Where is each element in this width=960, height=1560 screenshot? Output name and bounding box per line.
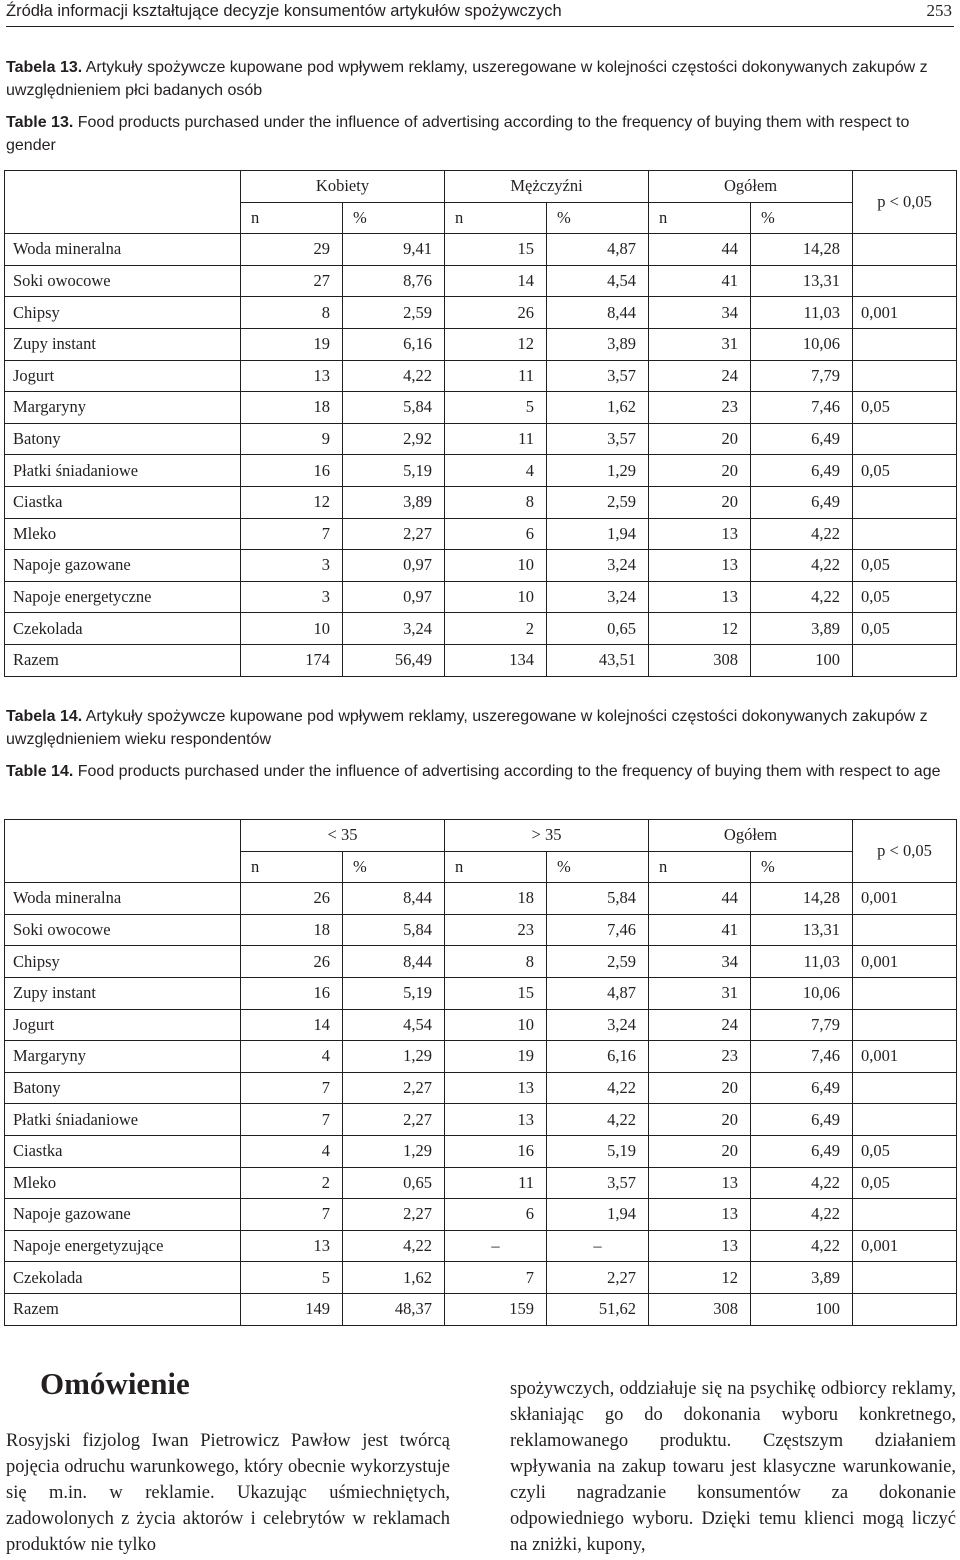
value-cell: 12 bbox=[445, 328, 547, 360]
value-cell: 13 bbox=[241, 360, 343, 392]
value-cell: 7,46 bbox=[547, 914, 649, 946]
value-cell: 174 bbox=[241, 644, 343, 676]
row-label-cell: Płatki śniadaniowe bbox=[5, 455, 241, 487]
table-row bbox=[5, 518, 957, 550]
table-row bbox=[5, 1262, 957, 1294]
value-cell: 3,57 bbox=[547, 1167, 649, 1199]
value-cell: 4 bbox=[241, 1041, 343, 1073]
p-value-cell bbox=[853, 1072, 957, 1104]
table14-label-pl: Tabela 14. bbox=[6, 708, 83, 725]
value-cell: 20 bbox=[649, 486, 751, 518]
value-cell: 8 bbox=[445, 486, 547, 518]
row-label-cell: Razem bbox=[5, 1293, 241, 1325]
value-cell: – bbox=[547, 1230, 649, 1262]
value-cell: 11,03 bbox=[751, 946, 853, 978]
column-subheader: n bbox=[445, 202, 547, 234]
row-label-cell: Ciastka bbox=[5, 1135, 241, 1167]
value-cell: 13 bbox=[445, 1104, 547, 1136]
value-cell: 2,59 bbox=[547, 486, 649, 518]
value-cell: 3,24 bbox=[547, 1009, 649, 1041]
value-cell: 2 bbox=[241, 1167, 343, 1199]
table-row bbox=[5, 1230, 957, 1262]
table-row bbox=[5, 1135, 957, 1167]
row-label-cell: Jogurt bbox=[5, 1009, 241, 1041]
value-cell: 16 bbox=[445, 1135, 547, 1167]
value-cell: 4,22 bbox=[343, 360, 445, 392]
value-cell: 56,49 bbox=[343, 644, 445, 676]
value-cell: 4,22 bbox=[751, 1199, 853, 1231]
table14 bbox=[4, 819, 957, 1326]
value-cell: 149 bbox=[241, 1293, 343, 1325]
value-cell: 13 bbox=[649, 1167, 751, 1199]
table13 bbox=[4, 170, 957, 677]
value-cell: 8,44 bbox=[343, 883, 445, 915]
value-cell: 2 bbox=[445, 613, 547, 645]
value-cell: 5 bbox=[445, 392, 547, 424]
p-value-cell: 0,001 bbox=[853, 1230, 957, 1262]
row-label-cell: Napoje energetyczne bbox=[5, 581, 241, 613]
p-value-cell: 0,001 bbox=[853, 297, 957, 329]
value-cell: 13,31 bbox=[751, 265, 853, 297]
value-cell: 10,06 bbox=[751, 328, 853, 360]
value-cell: 3,89 bbox=[751, 613, 853, 645]
running-title: Źródła informacji kształtujące decyzje konsumentów artykułów spożywczych bbox=[6, 2, 562, 20]
p-value-cell: 0,05 bbox=[853, 455, 957, 487]
row-label-cell: Soki owocowe bbox=[5, 265, 241, 297]
value-cell: 3,57 bbox=[547, 423, 649, 455]
table13-label-pl: Tabela 13. bbox=[6, 59, 83, 76]
value-cell: 2,92 bbox=[343, 423, 445, 455]
value-cell: 19 bbox=[241, 328, 343, 360]
value-cell: 10 bbox=[445, 581, 547, 613]
value-cell: 5,84 bbox=[343, 392, 445, 424]
row-label-cell: Chipsy bbox=[5, 297, 241, 329]
table13-caption-pl-text: Artykuły spożywcze kupowane pod wpływem reklamy, uszeregowane w kolejności częstości dokonywanych zakupów z uwzględnieniem płci badanych osób bbox=[6, 59, 928, 99]
value-cell: 34 bbox=[649, 297, 751, 329]
row-label-cell: Napoje gazowane bbox=[5, 1199, 241, 1231]
row-label-cell: Zupy instant bbox=[5, 328, 241, 360]
value-cell: 4,22 bbox=[751, 550, 853, 582]
value-cell: 12 bbox=[649, 1262, 751, 1294]
value-cell: 4,87 bbox=[547, 234, 649, 266]
row-label-cell: Czekolada bbox=[5, 1262, 241, 1294]
column-subheader: n bbox=[241, 202, 343, 234]
p-value-cell: 0,001 bbox=[853, 1041, 957, 1073]
table14-caption-pl bbox=[6, 706, 954, 751]
row-label-cell: Czekolada bbox=[5, 613, 241, 645]
value-cell: 23 bbox=[649, 392, 751, 424]
value-cell: 4,87 bbox=[547, 977, 649, 1009]
value-cell: 159 bbox=[445, 1293, 547, 1325]
table-row bbox=[5, 1009, 957, 1041]
p-value-cell: 0,05 bbox=[853, 392, 957, 424]
table-row bbox=[5, 1041, 957, 1073]
p-value-cell bbox=[853, 234, 957, 266]
value-cell: 4,22 bbox=[751, 1167, 853, 1199]
value-cell: 20 bbox=[649, 1135, 751, 1167]
value-cell: 2,27 bbox=[343, 518, 445, 550]
value-cell: 4,54 bbox=[343, 1009, 445, 1041]
row-label-cell: Ciastka bbox=[5, 486, 241, 518]
table14-label-en: Table 14. bbox=[6, 763, 74, 780]
table13-label-en: Table 13. bbox=[6, 114, 74, 131]
value-cell: 14 bbox=[241, 1009, 343, 1041]
column-group-header: Ogółem bbox=[649, 820, 853, 852]
p-value-cell bbox=[853, 328, 957, 360]
value-cell: 26 bbox=[241, 946, 343, 978]
value-cell: 7 bbox=[241, 1104, 343, 1136]
value-cell: 41 bbox=[649, 265, 751, 297]
value-cell: 26 bbox=[445, 297, 547, 329]
value-cell: 2,27 bbox=[547, 1262, 649, 1294]
value-cell: 3,24 bbox=[547, 550, 649, 582]
value-cell: 20 bbox=[649, 1104, 751, 1136]
value-cell: 14 bbox=[445, 265, 547, 297]
value-cell: 7,46 bbox=[751, 1041, 853, 1073]
value-cell: 6,49 bbox=[751, 486, 853, 518]
value-cell: 41 bbox=[649, 914, 751, 946]
column-subheader: % bbox=[343, 202, 445, 234]
value-cell: 13 bbox=[649, 1199, 751, 1231]
table14-caption-en bbox=[6, 761, 954, 784]
value-cell: 11 bbox=[445, 360, 547, 392]
table-row bbox=[5, 360, 957, 392]
value-cell: 7,79 bbox=[751, 1009, 853, 1041]
value-cell: – bbox=[445, 1230, 547, 1262]
value-cell: 2,27 bbox=[343, 1199, 445, 1231]
table13-caption-en-text: Food products purchased under the influence of advertising according to the frequency of buying them with respect to gender bbox=[6, 114, 910, 154]
value-cell: 48,37 bbox=[343, 1293, 445, 1325]
value-cell: 31 bbox=[649, 328, 751, 360]
row-label-cell: Chipsy bbox=[5, 946, 241, 978]
value-cell: 5,19 bbox=[343, 455, 445, 487]
value-cell: 27 bbox=[241, 265, 343, 297]
value-cell: 6,49 bbox=[751, 455, 853, 487]
value-cell: 100 bbox=[751, 644, 853, 676]
value-cell: 12 bbox=[241, 486, 343, 518]
table-row bbox=[5, 455, 957, 487]
value-cell: 24 bbox=[649, 1009, 751, 1041]
p-value-cell: 0,001 bbox=[853, 946, 957, 978]
value-cell: 3 bbox=[241, 581, 343, 613]
value-cell: 3,89 bbox=[547, 328, 649, 360]
value-cell: 5 bbox=[241, 1262, 343, 1294]
value-cell: 3 bbox=[241, 550, 343, 582]
value-cell: 2,27 bbox=[343, 1072, 445, 1104]
value-cell: 10,06 bbox=[751, 977, 853, 1009]
value-cell: 4,22 bbox=[751, 581, 853, 613]
p-value-cell bbox=[853, 644, 957, 676]
value-cell: 4,22 bbox=[547, 1072, 649, 1104]
value-cell: 308 bbox=[649, 644, 751, 676]
table13-caption-en bbox=[6, 112, 954, 157]
value-cell: 11,03 bbox=[751, 297, 853, 329]
p-value-cell bbox=[853, 265, 957, 297]
body-column-right: spożywczych, oddziałuje się na psychikę odbiorcy reklamy, skłaniając go do dokonania wyboru konkretnego, reklamowanego produktu. Częstszym działaniem wpływania na zakup towaru jest klasyczne warunkowanie, czyli nagradzanie konsumentów za dokonanie odpowiedniego wyboru. Dzięki temu klienci mogą liczyć na zniżki, kupony, bbox=[510, 1379, 956, 1555]
p-value-cell bbox=[853, 423, 957, 455]
value-cell: 2,59 bbox=[343, 297, 445, 329]
value-cell: 100 bbox=[751, 1293, 853, 1325]
value-cell: 13 bbox=[649, 581, 751, 613]
p-value-cell: 0,05 bbox=[853, 581, 957, 613]
value-cell: 0,65 bbox=[547, 613, 649, 645]
value-cell: 4,54 bbox=[547, 265, 649, 297]
column-group-header: p < 0,05 bbox=[853, 820, 957, 883]
value-cell: 10 bbox=[445, 550, 547, 582]
value-cell: 7,79 bbox=[751, 360, 853, 392]
row-label-cell: Płatki śniadaniowe bbox=[5, 1104, 241, 1136]
value-cell: 8 bbox=[241, 297, 343, 329]
table-row bbox=[5, 265, 957, 297]
value-cell: 29 bbox=[241, 234, 343, 266]
column-subheader: n bbox=[241, 851, 343, 883]
row-label-cell: Mleko bbox=[5, 518, 241, 550]
value-cell: 2,27 bbox=[343, 1104, 445, 1136]
column-subheader: % bbox=[343, 851, 445, 883]
value-cell: 6,49 bbox=[751, 1104, 853, 1136]
column-subheader: % bbox=[547, 851, 649, 883]
column-group-header: Ogółem bbox=[649, 171, 853, 203]
table-row bbox=[5, 1199, 957, 1231]
page-number: 253 bbox=[926, 1, 952, 20]
section-heading: Omówienie bbox=[40, 1366, 190, 1401]
value-cell: 3,57 bbox=[547, 360, 649, 392]
table-row bbox=[5, 883, 957, 915]
row-label-cell: Soki owocowe bbox=[5, 914, 241, 946]
p-value-cell: 0,05 bbox=[853, 550, 957, 582]
value-cell: 8,44 bbox=[343, 946, 445, 978]
row-label-cell: Jogurt bbox=[5, 360, 241, 392]
value-cell: 1,94 bbox=[547, 518, 649, 550]
value-cell: 8,76 bbox=[343, 265, 445, 297]
value-cell: 44 bbox=[649, 234, 751, 266]
value-cell: 23 bbox=[649, 1041, 751, 1073]
row-label-cell: Margaryny bbox=[5, 1041, 241, 1073]
value-cell: 7 bbox=[241, 1072, 343, 1104]
header-blank-cell bbox=[5, 820, 241, 883]
table-row bbox=[5, 977, 957, 1009]
row-label-cell: Batony bbox=[5, 423, 241, 455]
p-value-cell bbox=[853, 518, 957, 550]
p-value-cell bbox=[853, 1009, 957, 1041]
value-cell: 11 bbox=[445, 423, 547, 455]
value-cell: 12 bbox=[649, 613, 751, 645]
value-cell: 1,94 bbox=[547, 1199, 649, 1231]
value-cell: 2,59 bbox=[547, 946, 649, 978]
table-row bbox=[5, 486, 957, 518]
value-cell: 1,29 bbox=[343, 1135, 445, 1167]
value-cell: 19 bbox=[445, 1041, 547, 1073]
value-cell: 15 bbox=[445, 234, 547, 266]
value-cell: 9,41 bbox=[343, 234, 445, 266]
header-row bbox=[5, 171, 957, 203]
value-cell: 7 bbox=[241, 518, 343, 550]
value-cell: 44 bbox=[649, 883, 751, 915]
p-value-cell bbox=[853, 1199, 957, 1231]
value-cell: 4,22 bbox=[751, 518, 853, 550]
row-label-cell: Woda mineralna bbox=[5, 883, 241, 915]
value-cell: 5,19 bbox=[343, 977, 445, 1009]
row-label-cell: Napoje energetyzujące bbox=[5, 1230, 241, 1262]
table-row bbox=[5, 1293, 957, 1325]
value-cell: 6 bbox=[445, 518, 547, 550]
value-cell: 51,62 bbox=[547, 1293, 649, 1325]
value-cell: 18 bbox=[241, 392, 343, 424]
value-cell: 43,51 bbox=[547, 644, 649, 676]
value-cell: 10 bbox=[445, 1009, 547, 1041]
value-cell: 6,49 bbox=[751, 1135, 853, 1167]
value-cell: 13 bbox=[649, 1230, 751, 1262]
value-cell: 4 bbox=[445, 455, 547, 487]
value-cell: 5,19 bbox=[547, 1135, 649, 1167]
p-value-cell: 0,05 bbox=[853, 1167, 957, 1199]
value-cell: 4,22 bbox=[751, 1230, 853, 1262]
value-cell: 3,89 bbox=[751, 1262, 853, 1294]
table-row bbox=[5, 392, 957, 424]
p-value-cell bbox=[853, 360, 957, 392]
table-row bbox=[5, 644, 957, 676]
p-value-cell bbox=[853, 1262, 957, 1294]
value-cell: 24 bbox=[649, 360, 751, 392]
table-row bbox=[5, 423, 957, 455]
value-cell: 11 bbox=[445, 1167, 547, 1199]
value-cell: 13 bbox=[445, 1072, 547, 1104]
value-cell: 134 bbox=[445, 644, 547, 676]
row-label-cell: Margaryny bbox=[5, 392, 241, 424]
value-cell: 308 bbox=[649, 1293, 751, 1325]
header-blank-cell bbox=[5, 171, 241, 234]
value-cell: 5,84 bbox=[547, 883, 649, 915]
p-value-cell bbox=[853, 1293, 957, 1325]
p-value-cell bbox=[853, 914, 957, 946]
value-cell: 13 bbox=[241, 1230, 343, 1262]
value-cell: 31 bbox=[649, 977, 751, 1009]
value-cell: 15 bbox=[445, 977, 547, 1009]
table-row bbox=[5, 946, 957, 978]
column-subheader: n bbox=[649, 851, 751, 883]
table-row bbox=[5, 328, 957, 360]
column-subheader: n bbox=[649, 202, 751, 234]
value-cell: 5,84 bbox=[343, 914, 445, 946]
column-group-header: p < 0,05 bbox=[853, 171, 957, 234]
value-cell: 14,28 bbox=[751, 883, 853, 915]
row-label-cell: Batony bbox=[5, 1072, 241, 1104]
value-cell: 6,16 bbox=[547, 1041, 649, 1073]
table-row bbox=[5, 914, 957, 946]
body-column-left: Rosyjski fizjolog Iwan Pietrowicz Pawłow jest twórcą pojęcia odruchu warunkowego, który obecnie wykorzystuje się m.in. w reklamie. Ukazując uśmiechniętych, zadowolonych z życia aktorów i celebrytów w reklamach produktów nie tylko bbox=[6, 1431, 450, 1555]
value-cell: 1,62 bbox=[343, 1262, 445, 1294]
value-cell: 6,49 bbox=[751, 1072, 853, 1104]
value-cell: 20 bbox=[649, 455, 751, 487]
value-cell: 3,24 bbox=[547, 581, 649, 613]
table-row bbox=[5, 581, 957, 613]
value-cell: 0,97 bbox=[343, 550, 445, 582]
value-cell: 16 bbox=[241, 977, 343, 1009]
value-cell: 1,29 bbox=[343, 1041, 445, 1073]
value-cell: 3,24 bbox=[343, 613, 445, 645]
column-group-header: Kobiety bbox=[241, 171, 445, 203]
value-cell: 18 bbox=[445, 883, 547, 915]
table-row bbox=[5, 234, 957, 266]
table-row bbox=[5, 1167, 957, 1199]
p-value-cell bbox=[853, 977, 957, 1009]
table14-caption-pl-text: Artykuły spożywcze kupowane pod wpływem reklamy, uszeregowane w kolejności częstości dokonywanych zakupów z uwzględnieniem wieku respondentów bbox=[6, 708, 928, 748]
row-label-cell: Mleko bbox=[5, 1167, 241, 1199]
column-group-header: Mężczyźni bbox=[445, 171, 649, 203]
value-cell: 8,44 bbox=[547, 297, 649, 329]
value-cell: 6,16 bbox=[343, 328, 445, 360]
table13-caption-pl bbox=[6, 57, 954, 102]
value-cell: 20 bbox=[649, 1072, 751, 1104]
value-cell: 6,49 bbox=[751, 423, 853, 455]
value-cell: 23 bbox=[445, 914, 547, 946]
p-value-cell: 0,001 bbox=[853, 883, 957, 915]
row-label-cell: Napoje gazowane bbox=[5, 550, 241, 582]
value-cell: 18 bbox=[241, 914, 343, 946]
column-subheader: n bbox=[445, 851, 547, 883]
running-header bbox=[6, 0, 954, 27]
value-cell: 1,62 bbox=[547, 392, 649, 424]
column-subheader: % bbox=[751, 202, 853, 234]
column-group-header: < 35 bbox=[241, 820, 445, 852]
value-cell: 26 bbox=[241, 883, 343, 915]
p-value-cell bbox=[853, 486, 957, 518]
table-row bbox=[5, 297, 957, 329]
p-value-cell: 0,05 bbox=[853, 613, 957, 645]
value-cell: 6 bbox=[445, 1199, 547, 1231]
value-cell: 7 bbox=[241, 1199, 343, 1231]
table-row bbox=[5, 1072, 957, 1104]
p-value-cell: 0,05 bbox=[853, 1135, 957, 1167]
row-label-cell: Woda mineralna bbox=[5, 234, 241, 266]
column-group-header: > 35 bbox=[445, 820, 649, 852]
value-cell: 13,31 bbox=[751, 914, 853, 946]
column-subheader: % bbox=[547, 202, 649, 234]
value-cell: 4,22 bbox=[547, 1104, 649, 1136]
value-cell: 7,46 bbox=[751, 392, 853, 424]
value-cell: 8 bbox=[445, 946, 547, 978]
value-cell: 14,28 bbox=[751, 234, 853, 266]
header-row bbox=[5, 820, 957, 852]
row-label-cell: Zupy instant bbox=[5, 977, 241, 1009]
table-row bbox=[5, 1104, 957, 1136]
value-cell: 4,22 bbox=[343, 1230, 445, 1262]
table-row bbox=[5, 613, 957, 645]
value-cell: 9 bbox=[241, 423, 343, 455]
value-cell: 0,65 bbox=[343, 1167, 445, 1199]
value-cell: 34 bbox=[649, 946, 751, 978]
value-cell: 1,29 bbox=[547, 455, 649, 487]
p-value-cell bbox=[853, 1104, 957, 1136]
table14-caption-en-text: Food products purchased under the influence of advertising according to the frequency of buying them with respect to age bbox=[73, 763, 941, 780]
value-cell: 7 bbox=[445, 1262, 547, 1294]
value-cell: 0,97 bbox=[343, 581, 445, 613]
row-label-cell: Razem bbox=[5, 644, 241, 676]
column-subheader: % bbox=[751, 851, 853, 883]
value-cell: 4 bbox=[241, 1135, 343, 1167]
value-cell: 13 bbox=[649, 518, 751, 550]
value-cell: 13 bbox=[649, 550, 751, 582]
value-cell: 20 bbox=[649, 423, 751, 455]
value-cell: 16 bbox=[241, 455, 343, 487]
table-row bbox=[5, 550, 957, 582]
value-cell: 10 bbox=[241, 613, 343, 645]
value-cell: 3,89 bbox=[343, 486, 445, 518]
